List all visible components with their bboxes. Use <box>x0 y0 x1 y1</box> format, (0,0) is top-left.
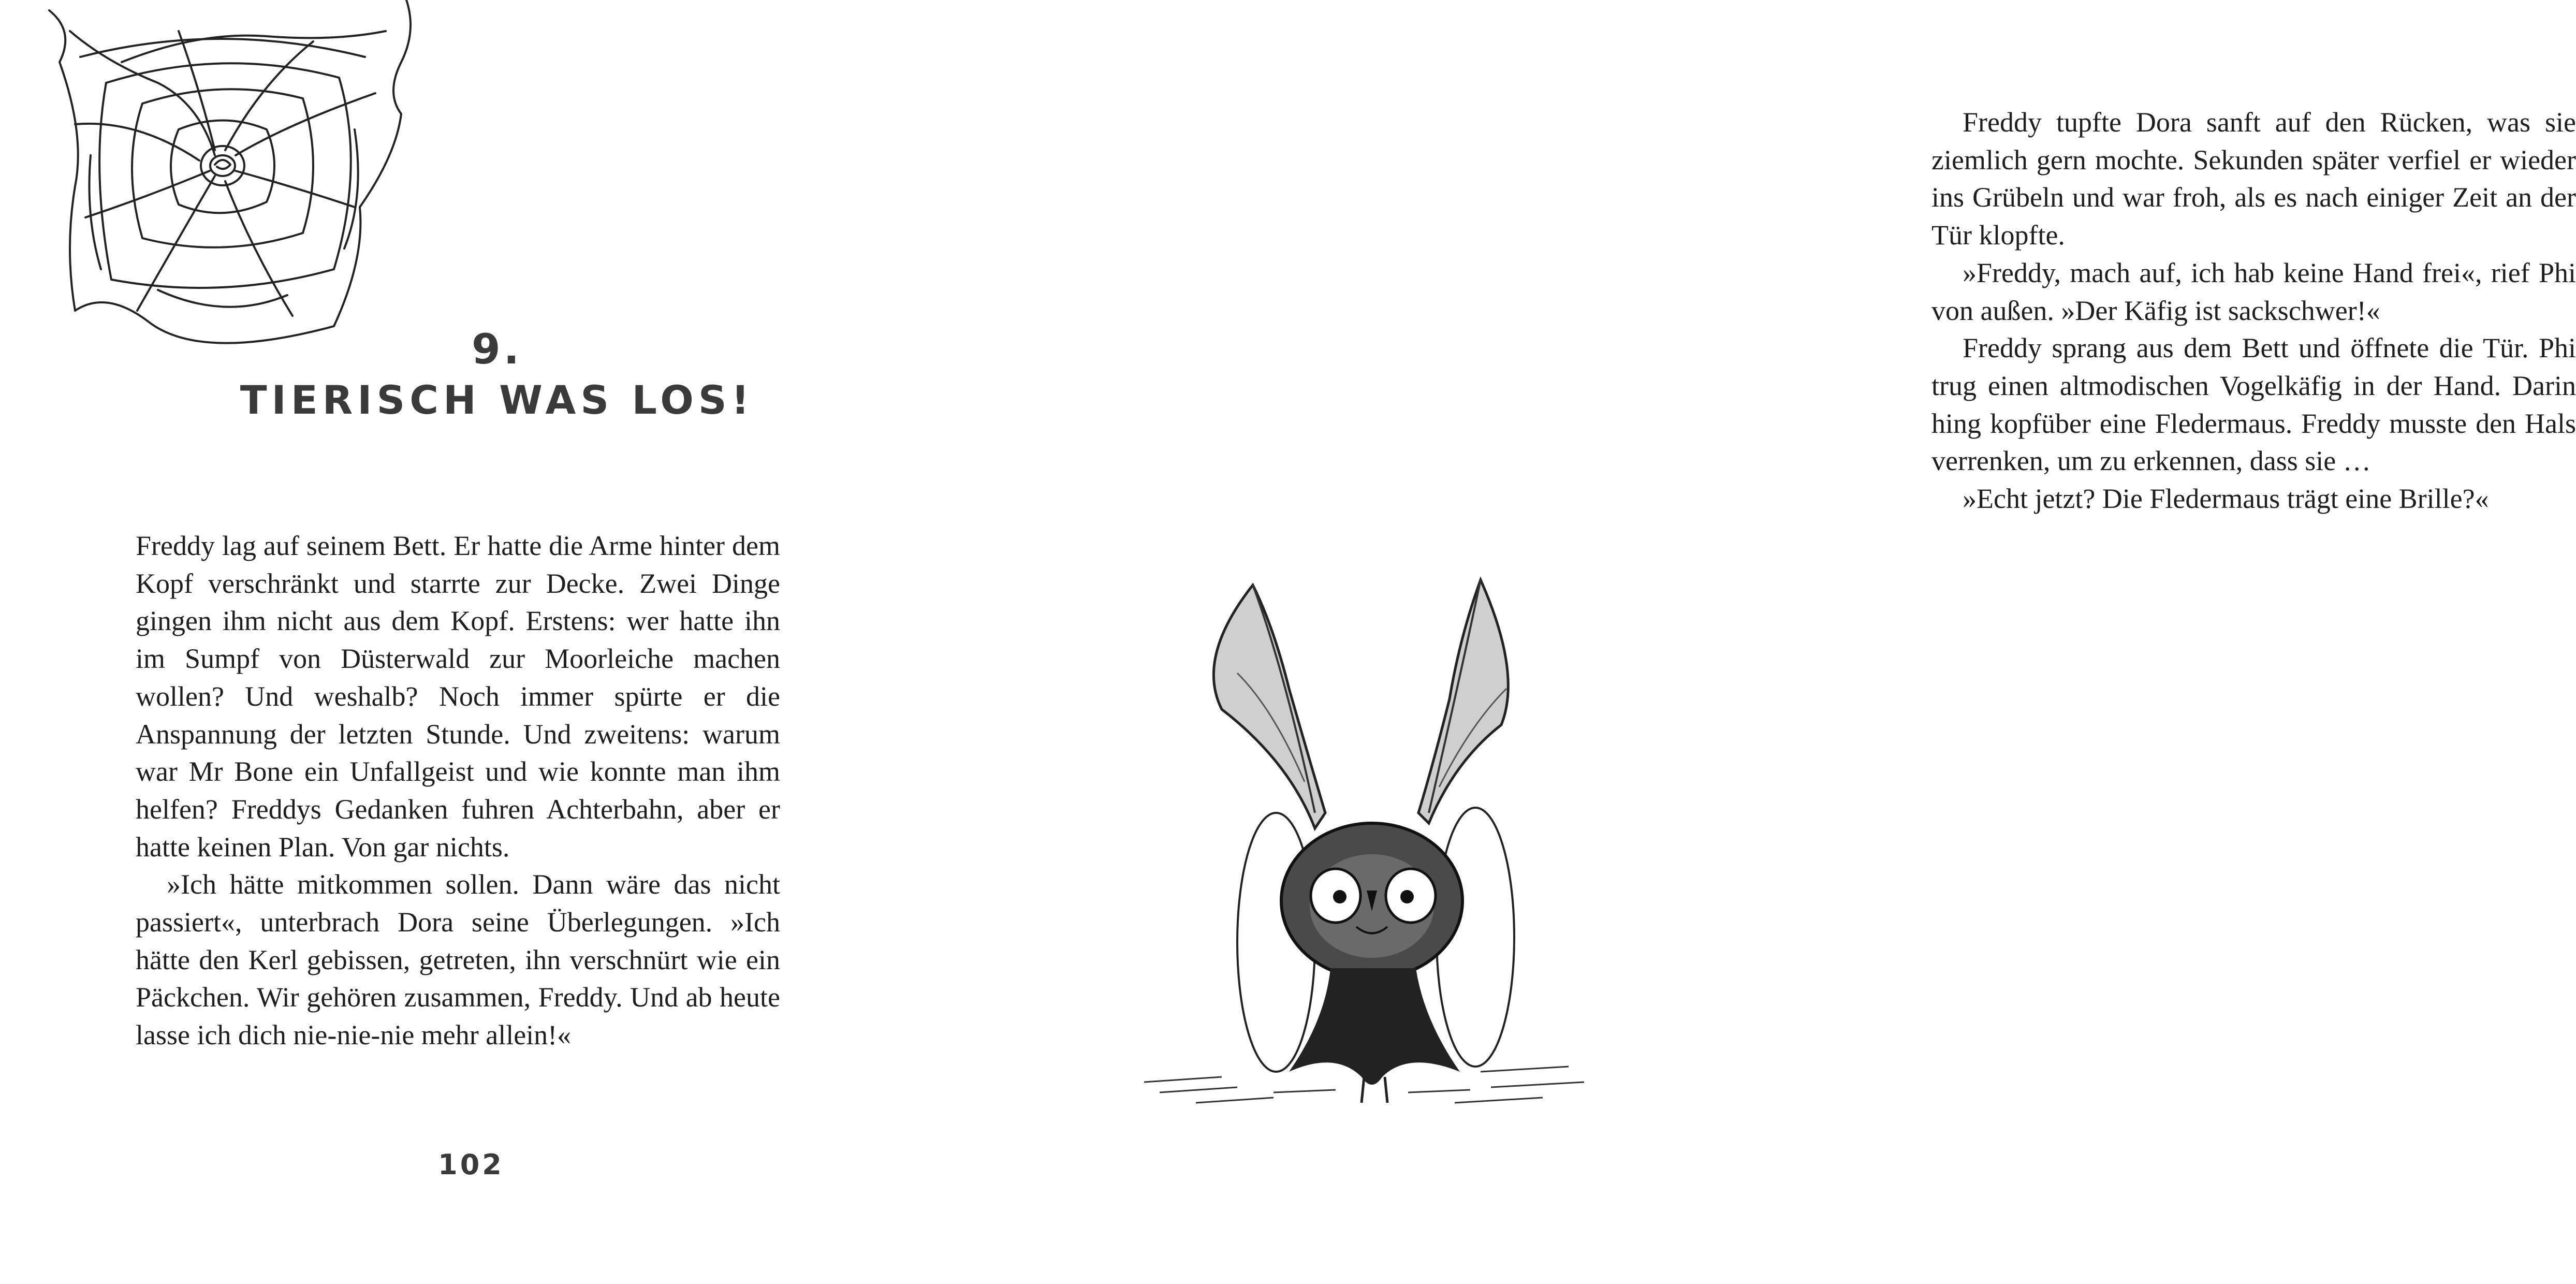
right-page-text <box>1931 104 2576 518</box>
bat-illustration <box>1118 554 1636 1134</box>
paragraph: Freddy lag auf seinem Bett. Er hatte die Arme hinter dem Kopf verschränkt und starrte zur Decke. Zwei Dinge gingen ihm nicht aus dem Kopf. Erstens: wer hatte ihn im Sumpf von Düsterwald zur Moorleiche machen wollen? Und weshalb? Noch immer spürte er die Anspannung der letzten Stunde. Und zweitens: warum war Mr Bone ein Unfallgeist und wie konnte man ihm helfen? Freddys Gedanken fuhren Achterbahn, aber er hatte keinen Plan. Von gar nichts. <box>136 530 780 863</box>
chapter-title: TIERISCH WAS LOS! <box>240 377 754 423</box>
left-page <box>0 0 899 1284</box>
chapter-number: 9. <box>471 325 523 373</box>
paragraph: »Ich hätte mitkommen sollen. Dann wäre das nicht passiert«, unterbrach Dora seine Überlegungen. »Ich hätte den Kerl gebissen, getreten, ihn verschnürt wie ein Päckchen. Wir gehören zusammen, Freddy. Und ab heute lasse ich dich nie-nie-nie mehr allein!« <box>136 869 780 1051</box>
paragraph: Freddy tupfte Dora sanft auf den Rücken, was sie ziemlich gern mochte. Sekunden später verfiel er wieder ins Grübeln und war froh, als es nach einiger Zeit an der Tür klopfte. <box>1931 107 2576 251</box>
page-number: 102 <box>438 1148 504 1181</box>
paragraph: »Freddy, mach auf, ich hab keine Hand frei«, rief Phi von außen. »Der Käfig ist sackschwer!« <box>1931 257 2576 326</box>
paragraph: Freddy sprang aus dem Bett und öffnete die Tür. Phi trug einen altmodischen Vogelkäfig in der Hand. Darin hing kopfüber eine Fledermaus. Freddy musste den Hals verrenken, um zu erkennen, dass sie … <box>1931 332 2576 477</box>
left-page-text <box>136 527 780 1054</box>
paragraph: »Echt jetzt? Die Fledermaus trägt eine Brille?« <box>1963 483 2489 515</box>
